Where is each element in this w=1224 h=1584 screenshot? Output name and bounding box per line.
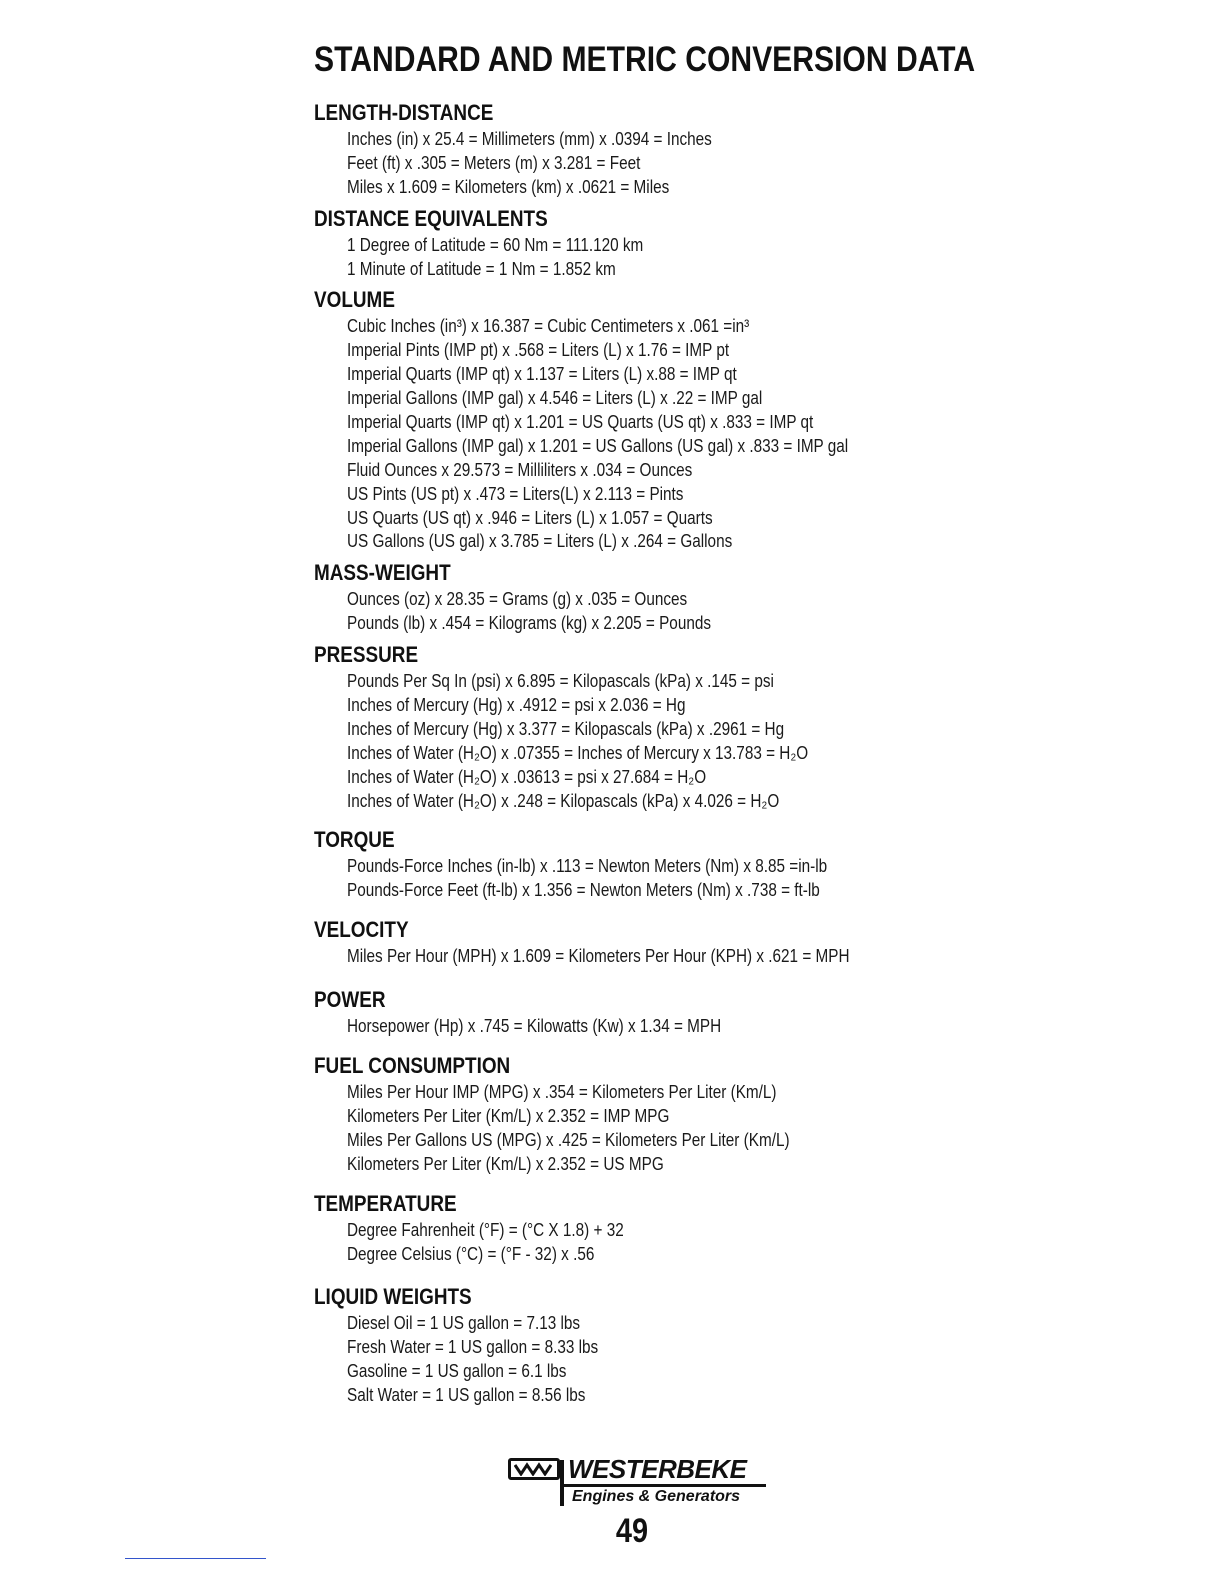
conversion-line: Miles Per Gallons US (MPG) x .425 = Kilometers Per Liter (Km/L)	[347, 1129, 790, 1150]
conversion-line: Inches of Water (H₂O) x .248 = Kilopascals (kPa) x 4.026 = H₂O	[347, 790, 780, 811]
section-heading: TORQUE	[314, 827, 395, 853]
conversion-line: US Pints (US pt) x .473 = Liters(L) x 2.113 = Pints	[347, 483, 684, 504]
section-heading: FUEL CONSUMPTION	[314, 1053, 511, 1079]
conversion-line: Kilometers Per Liter (Km/L) x 2.352 = US MPG	[347, 1153, 664, 1174]
footer-rule	[125, 1558, 266, 1559]
conversion-line: Feet (ft) x .305 = Meters (m) x 3.281 = Feet	[347, 152, 641, 173]
conversion-line: Inches (in) x 25.4 = Millimeters (mm) x .0394 = Inches	[347, 129, 712, 149]
conversion-line: Pounds (lb) x .454 = Kilograms (kg) x 2.205 = Pounds	[347, 613, 711, 634]
section-pressure	[314, 640, 1114, 813]
conversion-line: Miles x 1.609 = Kilometers (km) x .0621 = Miles	[347, 176, 670, 197]
conversion-line: Degree Fahrenheit (°F) = (°C X 1.8) + 32	[347, 1219, 624, 1240]
conversion-line: Inches of Water (H₂O) x .03613 = psi x 27.684 = H₂O	[347, 766, 707, 787]
conversion-line: Salt Water = 1 US gallon = 8.56 lbs	[347, 1385, 586, 1406]
conversion-line: Pounds Per Sq In (psi) x 6.895 = Kilopascals (kPa) x .145 = psi	[347, 671, 774, 692]
conversion-line: Pounds-Force Feet (ft-lb) x 1.356 = Newton Meters (Nm) x .738 = ft-lb	[347, 880, 820, 901]
logo-name: WESTERBEKE	[568, 1454, 747, 1484]
conversion-line: Inches of Water (H₂O) x .07355 = Inches of Mercury x 13.783 = H₂O	[347, 742, 809, 763]
conversion-tables	[314, 98, 1114, 1408]
conversion-line: 1 Minute of Latitude = 1 Nm = 1.852 km	[347, 258, 616, 279]
conversion-line: US Quarts (US qt) x .946 = Liters (L) x 1.057 = Quarts	[347, 507, 713, 528]
section-length-distance	[314, 98, 1114, 200]
conversion-line: 1 Degree of Latitude = 60 Nm = 111.120 km	[347, 234, 644, 255]
logo-tagline: Engines & Generators	[572, 1488, 741, 1505]
section-heading: VELOCITY	[314, 917, 409, 943]
section-torque	[314, 825, 1114, 903]
section-mass-weight	[314, 558, 1114, 636]
conversion-line: Imperial Gallons (IMP gal) x 1.201 = US Gallons (US gal) x .833 = IMP gal	[347, 435, 849, 456]
section-heading: DISTANCE EQUIVALENTS	[314, 205, 548, 231]
conversion-line: Horsepower (Hp) x .745 = Kilowatts (Kw) x 1.34 = MPH	[347, 1016, 722, 1037]
section-heading: POWER	[314, 987, 386, 1013]
conversion-line: Ounces (oz) x 28.35 = Grams (g) x .035 = Ounces	[347, 589, 688, 610]
conversion-line: Imperial Quarts (IMP qt) x 1.137 = Liters (L) x.88 = IMP qt	[347, 364, 737, 385]
page-number: 49	[615, 1512, 649, 1550]
section-power	[314, 985, 1114, 1039]
conversion-line: Fluid Ounces x 29.573 = Milliliters x .034 = Ounces	[347, 459, 693, 480]
logo-stem	[560, 1460, 564, 1506]
section-fuel-consumption	[314, 1051, 1114, 1177]
conversion-line: Imperial Pints (IMP pt) x .568 = Liters (L) x 1.76 = IMP pt	[347, 340, 730, 361]
section-heading: TEMPERATURE	[314, 1190, 457, 1216]
section-heading: MASS-WEIGHT	[314, 560, 451, 586]
conversion-line: Diesel Oil = 1 US gallon = 7.13 lbs	[347, 1313, 581, 1334]
section-heading: LIQUID WEIGHTS	[314, 1284, 472, 1310]
conversion-line: US Gallons (US gal) x 3.785 = Liters (L) x .264 = Gallons	[347, 531, 733, 552]
westerbeke-logo	[506, 1456, 766, 1510]
conversion-line: Imperial Gallons (IMP gal) x 4.546 = Liters (L) x .22 = IMP gal	[347, 388, 763, 409]
conversion-line: Degree Celsius (°C) = (°F - 32) x .56	[347, 1243, 595, 1264]
page-title: STANDARD AND METRIC CONVERSION DATA	[314, 40, 976, 79]
conversion-line: Cubic Inches (in³) x 16.387 = Cubic Centimeters x .061 =in³	[347, 316, 750, 337]
conversion-line: Fresh Water = 1 US gallon = 8.33 lbs	[347, 1337, 599, 1358]
section-heading: PRESSURE	[314, 642, 419, 668]
conversion-line: Pounds-Force Inches (in-lb) x .113 = Newton Meters (Nm) x 8.85 =in-lb	[347, 856, 828, 877]
conversion-line: Miles Per Hour IMP (MPG) x .354 = Kilometers Per Liter (Km/L)	[347, 1082, 777, 1103]
conversion-line: Inches of Mercury (Hg) x .4912 = psi x 2.036 = Hg	[347, 695, 686, 716]
section-heading: VOLUME	[314, 287, 395, 313]
conversion-line: Inches of Mercury (Hg) x 3.377 = Kilopascals (kPa) x .2961 = Hg	[347, 718, 785, 739]
conversion-line: Gasoline = 1 US gallon = 6.1 lbs	[347, 1361, 567, 1382]
conversion-line: Miles Per Hour (MPH) x 1.609 = Kilometers Per Hour (KPH) x .621 = MPH	[347, 946, 850, 967]
conversion-line: Imperial Quarts (IMP qt) x 1.201 = US Quarts (US qt) x .833 = IMP qt	[347, 412, 814, 433]
w-mark-icon	[514, 1462, 552, 1476]
section-distance-equivalents	[314, 204, 1114, 282]
section-temperature	[314, 1189, 1114, 1267]
section-volume	[314, 285, 1114, 554]
section-velocity	[314, 915, 1114, 969]
section-heading: LENGTH-DISTANCE	[314, 100, 494, 125]
section-liquid-weights	[314, 1282, 1114, 1408]
conversion-line: Kilometers Per Liter (Km/L) x 2.352 = IMP MPG	[347, 1105, 670, 1126]
